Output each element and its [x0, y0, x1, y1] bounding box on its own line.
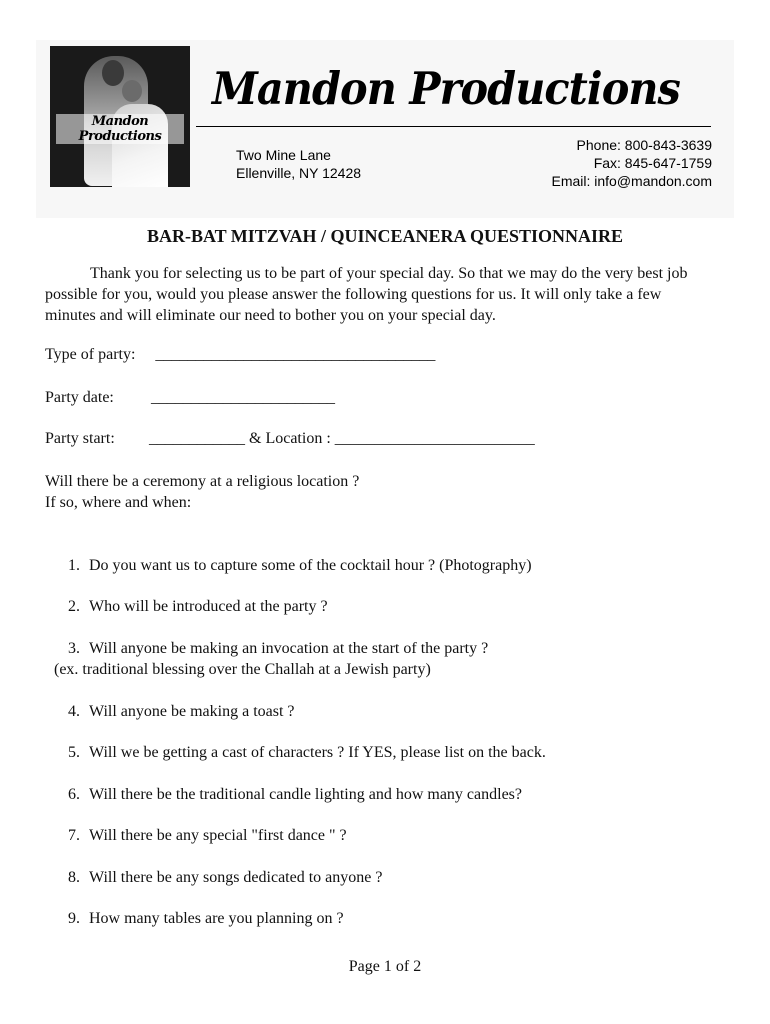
header-rule [196, 126, 711, 127]
question-text: Do you want us to capture some of the cocktail hour ? (Photography) [89, 557, 532, 574]
brand-logo-text: Mandon Productions [212, 62, 680, 115]
type-of-party-label: Type of party: [45, 346, 136, 363]
phone-number: Phone: 800-843-3639 [576, 137, 712, 153]
question-4 [68, 701, 295, 722]
question-6 [68, 784, 522, 805]
intro-text: Thank you for selecting us to be part of your special day. So that we may do the very best job possible for you, would you please answer the following questions for us. It will only take a few minutes and will eliminate our need to bother you on your special day. [45, 265, 688, 324]
intro-paragraph [45, 263, 705, 326]
question-3 [54, 638, 489, 680]
question-text: Will there be the traditional candle lighting and how many candles? [89, 786, 522, 803]
location-label: & Location : [249, 430, 331, 447]
location-blank[interactable]: _________________________ [334, 430, 535, 447]
type-of-party-field [45, 346, 435, 364]
question-text: Will there be any special "first dance " ? [89, 827, 347, 844]
address-line-2: Ellenville, NY 12428 [236, 165, 362, 181]
ceremony-question [45, 471, 359, 513]
photo-head-bride [122, 80, 142, 102]
question-number: 5. [68, 744, 80, 761]
party-date-field [45, 389, 335, 407]
address-block [236, 146, 361, 182]
ceremony-line-1: Will there be a ceremony at a religious location ? [45, 473, 360, 490]
question-text: Will we be getting a cast of characters ? If YES, please list on the back. [89, 744, 546, 761]
party-start-field [45, 430, 535, 448]
question-number: 7. [68, 827, 80, 844]
couple-photo [50, 46, 190, 187]
ceremony-line-2: If so, where and when: [45, 494, 192, 511]
type-of-party-blank[interactable]: ___________________________________ [155, 346, 436, 363]
party-date-blank[interactable]: _______________________ [151, 389, 335, 406]
question-3-example: (ex. traditional blessing over the Challah at a Jewish party) [54, 661, 431, 678]
question-9 [68, 908, 344, 929]
party-start-blank[interactable]: ____________ [149, 430, 245, 447]
question-number: 9. [68, 910, 80, 927]
question-text: How many tables are you planning on ? [89, 910, 344, 927]
party-start-label: Party start: [45, 430, 115, 447]
question-8 [68, 867, 382, 888]
question-5 [68, 742, 546, 763]
page-number: Page 1 of 2 [348, 958, 422, 975]
email-address: Email: info@mandon.com [551, 173, 712, 189]
question-number: 1. [68, 557, 80, 574]
question-number: 8. [68, 869, 80, 886]
question-text: Who will be introduced at the party ? [89, 598, 328, 615]
question-1 [68, 555, 532, 576]
letterhead [36, 40, 734, 218]
photo-head-groom [102, 60, 124, 86]
question-2 [68, 596, 328, 617]
question-text: Will there be any songs dedicated to anyone ? [89, 869, 383, 886]
question-number: 2. [68, 598, 80, 615]
photo-caption: Mandon Productions [56, 114, 184, 144]
contact-block [551, 136, 712, 190]
question-number: 3. [68, 640, 80, 657]
question-7 [68, 825, 347, 846]
question-text: Will anyone be making a toast ? [89, 703, 295, 720]
address-line-1: Two Mine Lane [236, 147, 331, 163]
question-number: 6. [68, 786, 80, 803]
party-date-label: Party date: [45, 389, 114, 406]
fax-number: Fax: 845-647-1759 [593, 155, 712, 171]
question-text: Will anyone be making an invocation at the start of the party ? [89, 640, 489, 657]
question-number: 4. [68, 703, 80, 720]
document-title: BAR-BAT MITZVAH / QUINCEANERA QUESTIONNAIRE [146, 226, 624, 246]
